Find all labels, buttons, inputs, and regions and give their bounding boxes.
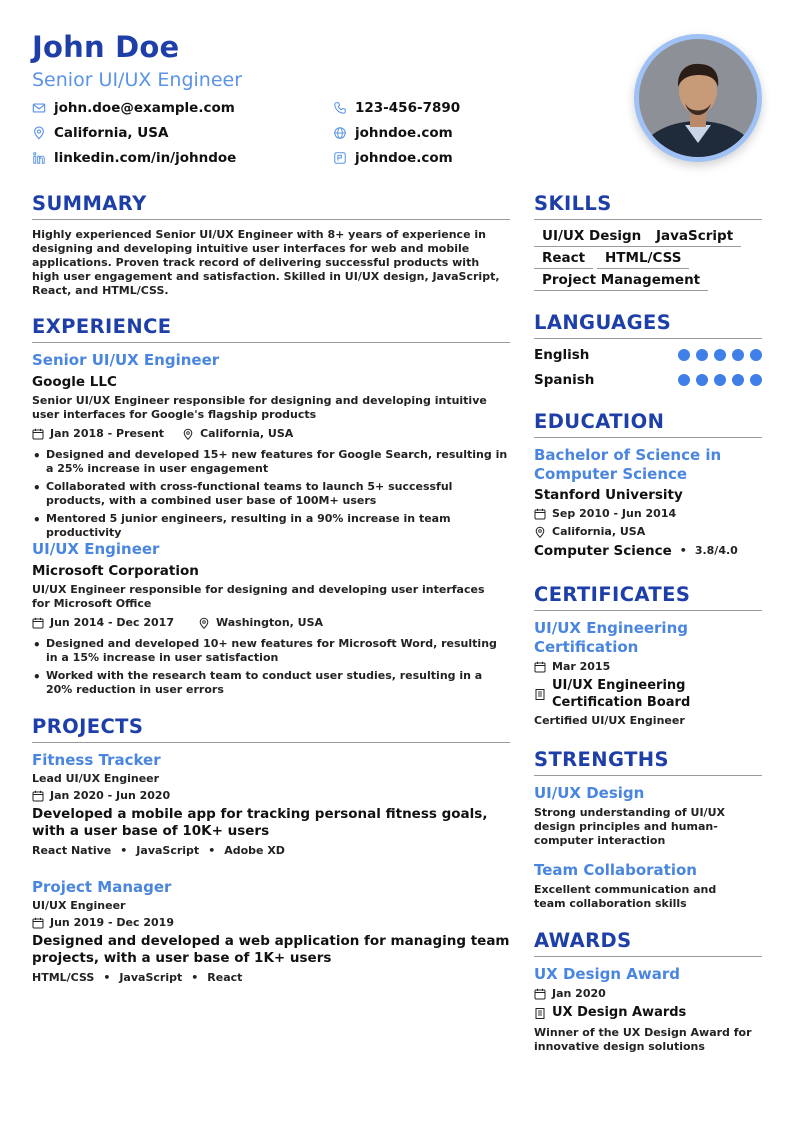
education-school: Stanford University [534,487,683,503]
certificate-item [534,619,762,728]
project-name: Project Manager [32,878,172,896]
website-text: johndoe.com [355,125,453,141]
location-text: California, USA [54,125,169,141]
languages-divider [534,338,762,339]
project-tags: HTML/CSS • JavaScript • React [32,971,243,984]
experience-item [32,351,510,544]
certificate-name: UI/UX Engineering Certification [534,619,688,656]
education-field: Computer Science [534,543,672,559]
experience-dates: Jan 2018 - Present [50,427,165,440]
project-tags: React Native • JavaScript • Adobe XD [32,844,285,857]
certificate-description: Certified UI/UX Engineer [534,714,685,727]
skills-divider [534,219,762,220]
award-item [534,965,762,1054]
linkedin-text: linkedin.com/in/johndoe [54,150,237,166]
certificate-date-row [534,659,762,675]
strengths-heading: STRENGTHS [534,748,669,771]
calendar-icon [534,988,546,1000]
skill-tag: React [534,249,593,269]
strength-description: Excellent communication and team collaboration skills [534,883,717,910]
experience-bullets [32,637,508,697]
education-divider [534,437,762,438]
location-pin-icon [32,126,46,140]
education-gpa: 3.8/4.0 [694,544,738,557]
skill-tag: JavaScript [648,227,741,247]
building-icon [534,1007,546,1019]
summary-heading: SUMMARY [32,192,147,215]
experience-location: Washington, USA [215,616,324,629]
award-name: UX Design Award [534,965,681,983]
project-item [32,751,512,858]
experience-description: UI/UX Engineer responsible for designing and developing user interfaces for Microsoft Office [32,583,485,610]
calendar-icon [534,508,546,520]
project-role: UI/UX Engineer [32,899,126,912]
project-tag: Adobe XD [224,844,285,857]
awards-divider [534,956,762,957]
proficiency-dot [696,374,708,386]
calendar-icon [32,790,44,802]
projects-divider [32,742,510,743]
summary-text: Highly experienced Senior UI/UX Engineer with 8+ years of experience in designing and developing intuitive user interfaces for web and mobile applications. Proven track record of delivering successful products with high user engagement and satisfaction. Skilled in UI/UX design, JavaScript, React, and HTML/CSS. [32,228,500,297]
certificate-date: Mar 2015 [552,660,611,673]
award-date-row [534,986,762,1002]
strengths-divider [534,775,762,776]
awards-heading: AWARDS [534,929,632,952]
portfolio-text: johndoe.com [355,150,453,166]
skill-tag: UI/UX Design [534,227,649,247]
bullet-item: • Mentored 5 junior engineers, resulting in a 90% increase in team productivity [32,512,508,540]
phone-icon [333,101,347,115]
language-row [534,372,762,388]
project-dates: Jun 2019 - Dec 2019 [50,916,174,929]
project-tag: HTML/CSS [32,971,95,984]
contact-linkedin[interactable] [32,150,236,166]
contact-phone[interactable] [333,100,460,116]
proficiency-dot [714,349,726,361]
education-degree: Bachelor of Science in Computer Science [534,446,722,483]
project-tag: JavaScript [136,844,200,857]
project-tag: React [207,971,243,984]
project-description: Developed a mobile app for tracking personal fitness goals, with a user base of 10K+ users [32,806,488,839]
location-pin-icon [198,617,210,629]
calendar-icon [534,661,546,673]
candidate-headline: Senior UI/UX Engineer [32,69,243,91]
education-location: California, USA [552,525,646,538]
contact-portfolio[interactable] [333,150,453,166]
experience-role: UI/UX Engineer [32,540,160,558]
bullet-item: • Worked with the research team to conduct user studies, resulting in a 20% reduction in user errors [32,669,508,697]
project-description: Designed and developed a web application for managing team projects, with a user base of 1K+ users [32,933,510,966]
language-row [534,347,762,363]
bullet-item: • Designed and developed 15+ new features for Google Search, resulting in a 25% increase in user engagement [32,448,508,476]
bullet-item: • Designed and developed 10+ new features for Microsoft Word, resulting in a 15% increase in user satisfaction [32,637,508,665]
phone-text: 123-456-7890 [355,100,461,116]
experience-meta [32,426,510,442]
language-name: English [534,347,590,363]
proficiency-dot [732,374,744,386]
award-issuer-row [534,1004,762,1022]
strength-item [534,861,762,911]
project-name: Fitness Tracker [32,751,161,769]
project-meta [32,915,512,931]
strength-name: UI/UX Design [534,784,645,802]
project-dates: Jan 2020 - Jun 2020 [50,789,171,802]
experience-heading: EXPERIENCE [32,315,172,338]
certificate-issuer-row [534,677,762,711]
experience-item [32,540,510,701]
language-name: Spanish [534,372,595,388]
skills-heading: SKILLS [534,192,612,215]
mail-icon [32,101,46,115]
experience-role: Senior UI/UX Engineer [32,351,220,369]
strength-description: Strong understanding of UI/UX design principles and human-computer interaction [534,806,725,847]
experience-divider [32,342,510,343]
calendar-icon [32,617,44,629]
languages-heading: LANGUAGES [534,311,672,334]
certificates-heading: CERTIFICATES [534,583,691,606]
portfolio-icon [333,151,347,165]
language-level-dots [672,374,762,386]
candidate-name: John Doe [32,30,180,64]
location-pin-icon [182,428,194,440]
award-issuer: UX Design Awards [552,1005,687,1020]
certificate-issuer: UI/UX Engineering Certification Board [552,678,691,710]
experience-dates: Jun 2014 - Dec 2017 [50,616,174,629]
strength-item [534,784,762,848]
avatar-portrait [639,39,757,157]
education-field-row: Computer Science • 3.8/4.0 [534,543,738,559]
proficiency-dot [732,349,744,361]
skill-tag: Project Management [534,271,708,291]
experience-company: Microsoft Corporation [32,563,199,579]
education-dates-row [534,506,762,522]
contact-location [32,125,168,141]
bullet-item: • Collaborated with cross-functional teams to launch 5+ successful products, with a combined user base of 100M+ users [32,480,508,508]
building-icon [534,688,546,700]
skill-tag: HTML/CSS [597,249,689,269]
education-dates: Sep 2010 - Jun 2014 [552,507,677,520]
projects-heading: PROJECTS [32,715,144,738]
project-tag: JavaScript [119,971,183,984]
award-description: Winner of the UX Design Award for innovative design solutions [534,1026,752,1053]
experience-bullets [32,448,508,540]
project-item [32,878,512,985]
calendar-icon [32,428,44,440]
project-meta [32,788,512,804]
experience-description: Senior UI/UX Engineer responsible for designing and developing intuitive user interfaces for Google's flagship products [32,394,487,421]
proficiency-dot [678,374,690,386]
project-tag: React Native [32,844,112,857]
award-date: Jan 2020 [552,987,606,1000]
strength-name: Team Collaboration [534,861,697,879]
contact-email[interactable] [32,100,235,116]
proficiency-dot [678,349,690,361]
certificates-divider [534,610,762,611]
language-level-dots [672,349,762,361]
proficiency-dot [750,349,762,361]
experience-meta [32,615,510,631]
education-location-row [534,524,762,540]
experience-location: California, USA [200,427,294,440]
experience-company: Google LLC [32,374,117,390]
linkedin-icon [32,151,46,165]
calendar-icon [32,917,44,929]
summary-divider [32,219,510,220]
proficiency-dot [750,374,762,386]
profile-photo [634,34,762,162]
education-heading: EDUCATION [534,410,665,433]
globe-icon [333,126,347,140]
email-text: john.doe@example.com [54,100,235,116]
contact-website[interactable] [333,125,453,141]
proficiency-dot [696,349,708,361]
education-item [534,446,762,560]
project-role: Lead UI/UX Engineer [32,772,160,785]
location-pin-icon [534,526,546,538]
proficiency-dot [714,374,726,386]
